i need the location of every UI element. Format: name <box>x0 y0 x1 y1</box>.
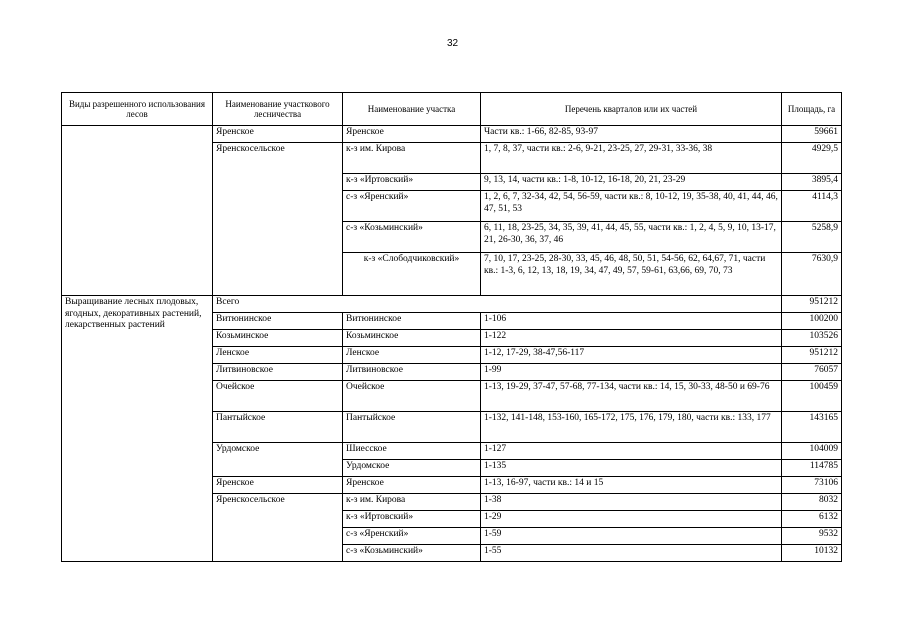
table-row <box>62 126 842 143</box>
area-cell: 5258,9 <box>782 222 842 253</box>
plot-cell: Литвиновское <box>343 364 481 381</box>
quarters-cell: 1-106 <box>481 313 782 330</box>
quarters-cell: 1-135 <box>481 460 782 477</box>
quarters-cell: 1-12, 17-29, 38-47,56-117 <box>481 347 782 364</box>
area-cell: 6132 <box>782 511 842 528</box>
quarters-cell: 6, 11, 18, 23-25, 34, 35, 39, 41, 44, 45, 55, части кв.: 1, 2, 4, 5, 9, 10, 13-17, 21, 26-30, 36, 37, 46 <box>481 222 782 253</box>
plot-cell: с-з «Козьминский» <box>343 545 481 562</box>
district-cell: Яренскосельское <box>213 143 343 296</box>
page-number: 32 <box>446 38 459 49</box>
area-cell: 103526 <box>782 330 842 347</box>
district-cell: Урдомское <box>213 443 343 477</box>
forest-use-table <box>61 92 842 562</box>
plot-cell: Очейское <box>343 381 481 412</box>
plot-cell: к-з «Слободчиковский» <box>343 253 481 296</box>
area-cell: 100200 <box>782 313 842 330</box>
district-cell: Ленское <box>213 347 343 364</box>
header-use-type: Виды разрешенного использования лесов <box>62 93 213 126</box>
area-cell: 76057 <box>782 364 842 381</box>
plot-cell: с-з «Яренский» <box>343 528 481 545</box>
plot-cell: Урдомское <box>343 460 481 477</box>
table-header-row <box>62 93 842 126</box>
plot-cell: Яренское <box>343 477 481 494</box>
district-cell: Витюнинское <box>213 313 343 330</box>
plot-cell: Яренское <box>343 126 481 143</box>
area-cell: 951212 <box>782 296 842 313</box>
plot-cell: Ленское <box>343 347 481 364</box>
quarters-cell: 1, 7, 8, 37, части кв.: 2-6, 9-21, 23-25, 27, 29-31, 33-36, 38 <box>481 143 782 174</box>
area-cell: 8032 <box>782 494 842 511</box>
area-cell: 3895,4 <box>782 174 842 191</box>
district-cell: Пантыйское <box>213 412 343 443</box>
area-cell: 114785 <box>782 460 842 477</box>
quarters-cell: 9, 13, 14, части кв.: 1-8, 10-12, 16-18, 20, 21, 23-29 <box>481 174 782 191</box>
quarters-cell: Части кв.: 1-66, 82-85, 93-97 <box>481 126 782 143</box>
plot-cell: к-з «Иртовский» <box>343 174 481 191</box>
total-label-cell: Всего <box>213 296 782 313</box>
header-quarters: Перечень кварталов или их частей <box>481 93 782 126</box>
table-row <box>62 296 842 313</box>
plot-cell: с-з «Козьминский» <box>343 222 481 253</box>
area-cell: 9532 <box>782 528 842 545</box>
quarters-cell: 1-132, 141-148, 153-160, 165-172, 175, 176, 179, 180, части кв.: 133, 177 <box>481 412 782 443</box>
area-cell: 59661 <box>782 126 842 143</box>
header-plot: Наименование участка <box>343 93 481 126</box>
plot-cell: Пантыйское <box>343 412 481 443</box>
area-cell: 10132 <box>782 545 842 562</box>
header-district-forestry: Наименование участкового лесничества <box>213 93 343 126</box>
quarters-cell: 1-13, 19-29, 37-47, 57-68, 77-134, части кв.: 14, 15, 30-33, 48-50 и 69-76 <box>481 381 782 412</box>
area-cell: 104009 <box>782 443 842 460</box>
area-cell: 143165 <box>782 412 842 443</box>
area-cell: 73106 <box>782 477 842 494</box>
quarters-cell: 1-38 <box>481 494 782 511</box>
area-cell: 4114,3 <box>782 191 842 222</box>
district-cell: Козьминское <box>213 330 343 347</box>
quarters-cell: 1-55 <box>481 545 782 562</box>
plot-cell: к-з им. Кирова <box>343 143 481 174</box>
quarters-cell: 1-59 <box>481 528 782 545</box>
quarters-cell: 1-29 <box>481 511 782 528</box>
use-type-cell-continued <box>62 126 213 296</box>
plot-cell: Витюнинское <box>343 313 481 330</box>
area-cell: 4929,5 <box>782 143 842 174</box>
plot-cell: Козьминское <box>343 330 481 347</box>
plot-cell: к-з им. Кирова <box>343 494 481 511</box>
district-cell: Очейское <box>213 381 343 412</box>
quarters-cell: 1-99 <box>481 364 782 381</box>
header-area: Площадь, га <box>782 93 842 126</box>
use-type-cell: Выращивание лесных плодовых, ягодных, декоративных растений, лекарственных растений <box>62 296 213 562</box>
plot-cell: с-з «Яренский» <box>343 191 481 222</box>
plot-cell: Шиесское <box>343 443 481 460</box>
district-cell: Яренскосельское <box>213 494 343 562</box>
district-cell: Яренское <box>213 477 343 494</box>
quarters-cell: 7, 10, 17, 23-25, 28-30, 33, 45, 46, 48, 50, 51, 54-56, 62, 64,67, 71, части кв.: 1-3, 6, 12, 13, 18, 19, 34, 47, 49, 57, 59-61, 63,66, 69, 70, 73 <box>481 253 782 296</box>
area-cell: 951212 <box>782 347 842 364</box>
district-cell: Яренское <box>213 126 343 143</box>
quarters-cell: 1-13, 16-97, части кв.: 14 и 15 <box>481 477 782 494</box>
area-cell: 100459 <box>782 381 842 412</box>
plot-cell: к-з «Иртовский» <box>343 511 481 528</box>
quarters-cell: 1-122 <box>481 330 782 347</box>
quarters-cell: 1-127 <box>481 443 782 460</box>
district-cell: Литвиновское <box>213 364 343 381</box>
quarters-cell: 1, 2, 6, 7, 32-34, 42, 54, 56-59, части кв.: 8, 10-12, 19, 35-38, 40, 41, 44, 46, 47, 51, 53 <box>481 191 782 222</box>
area-cell: 7630,9 <box>782 253 842 296</box>
